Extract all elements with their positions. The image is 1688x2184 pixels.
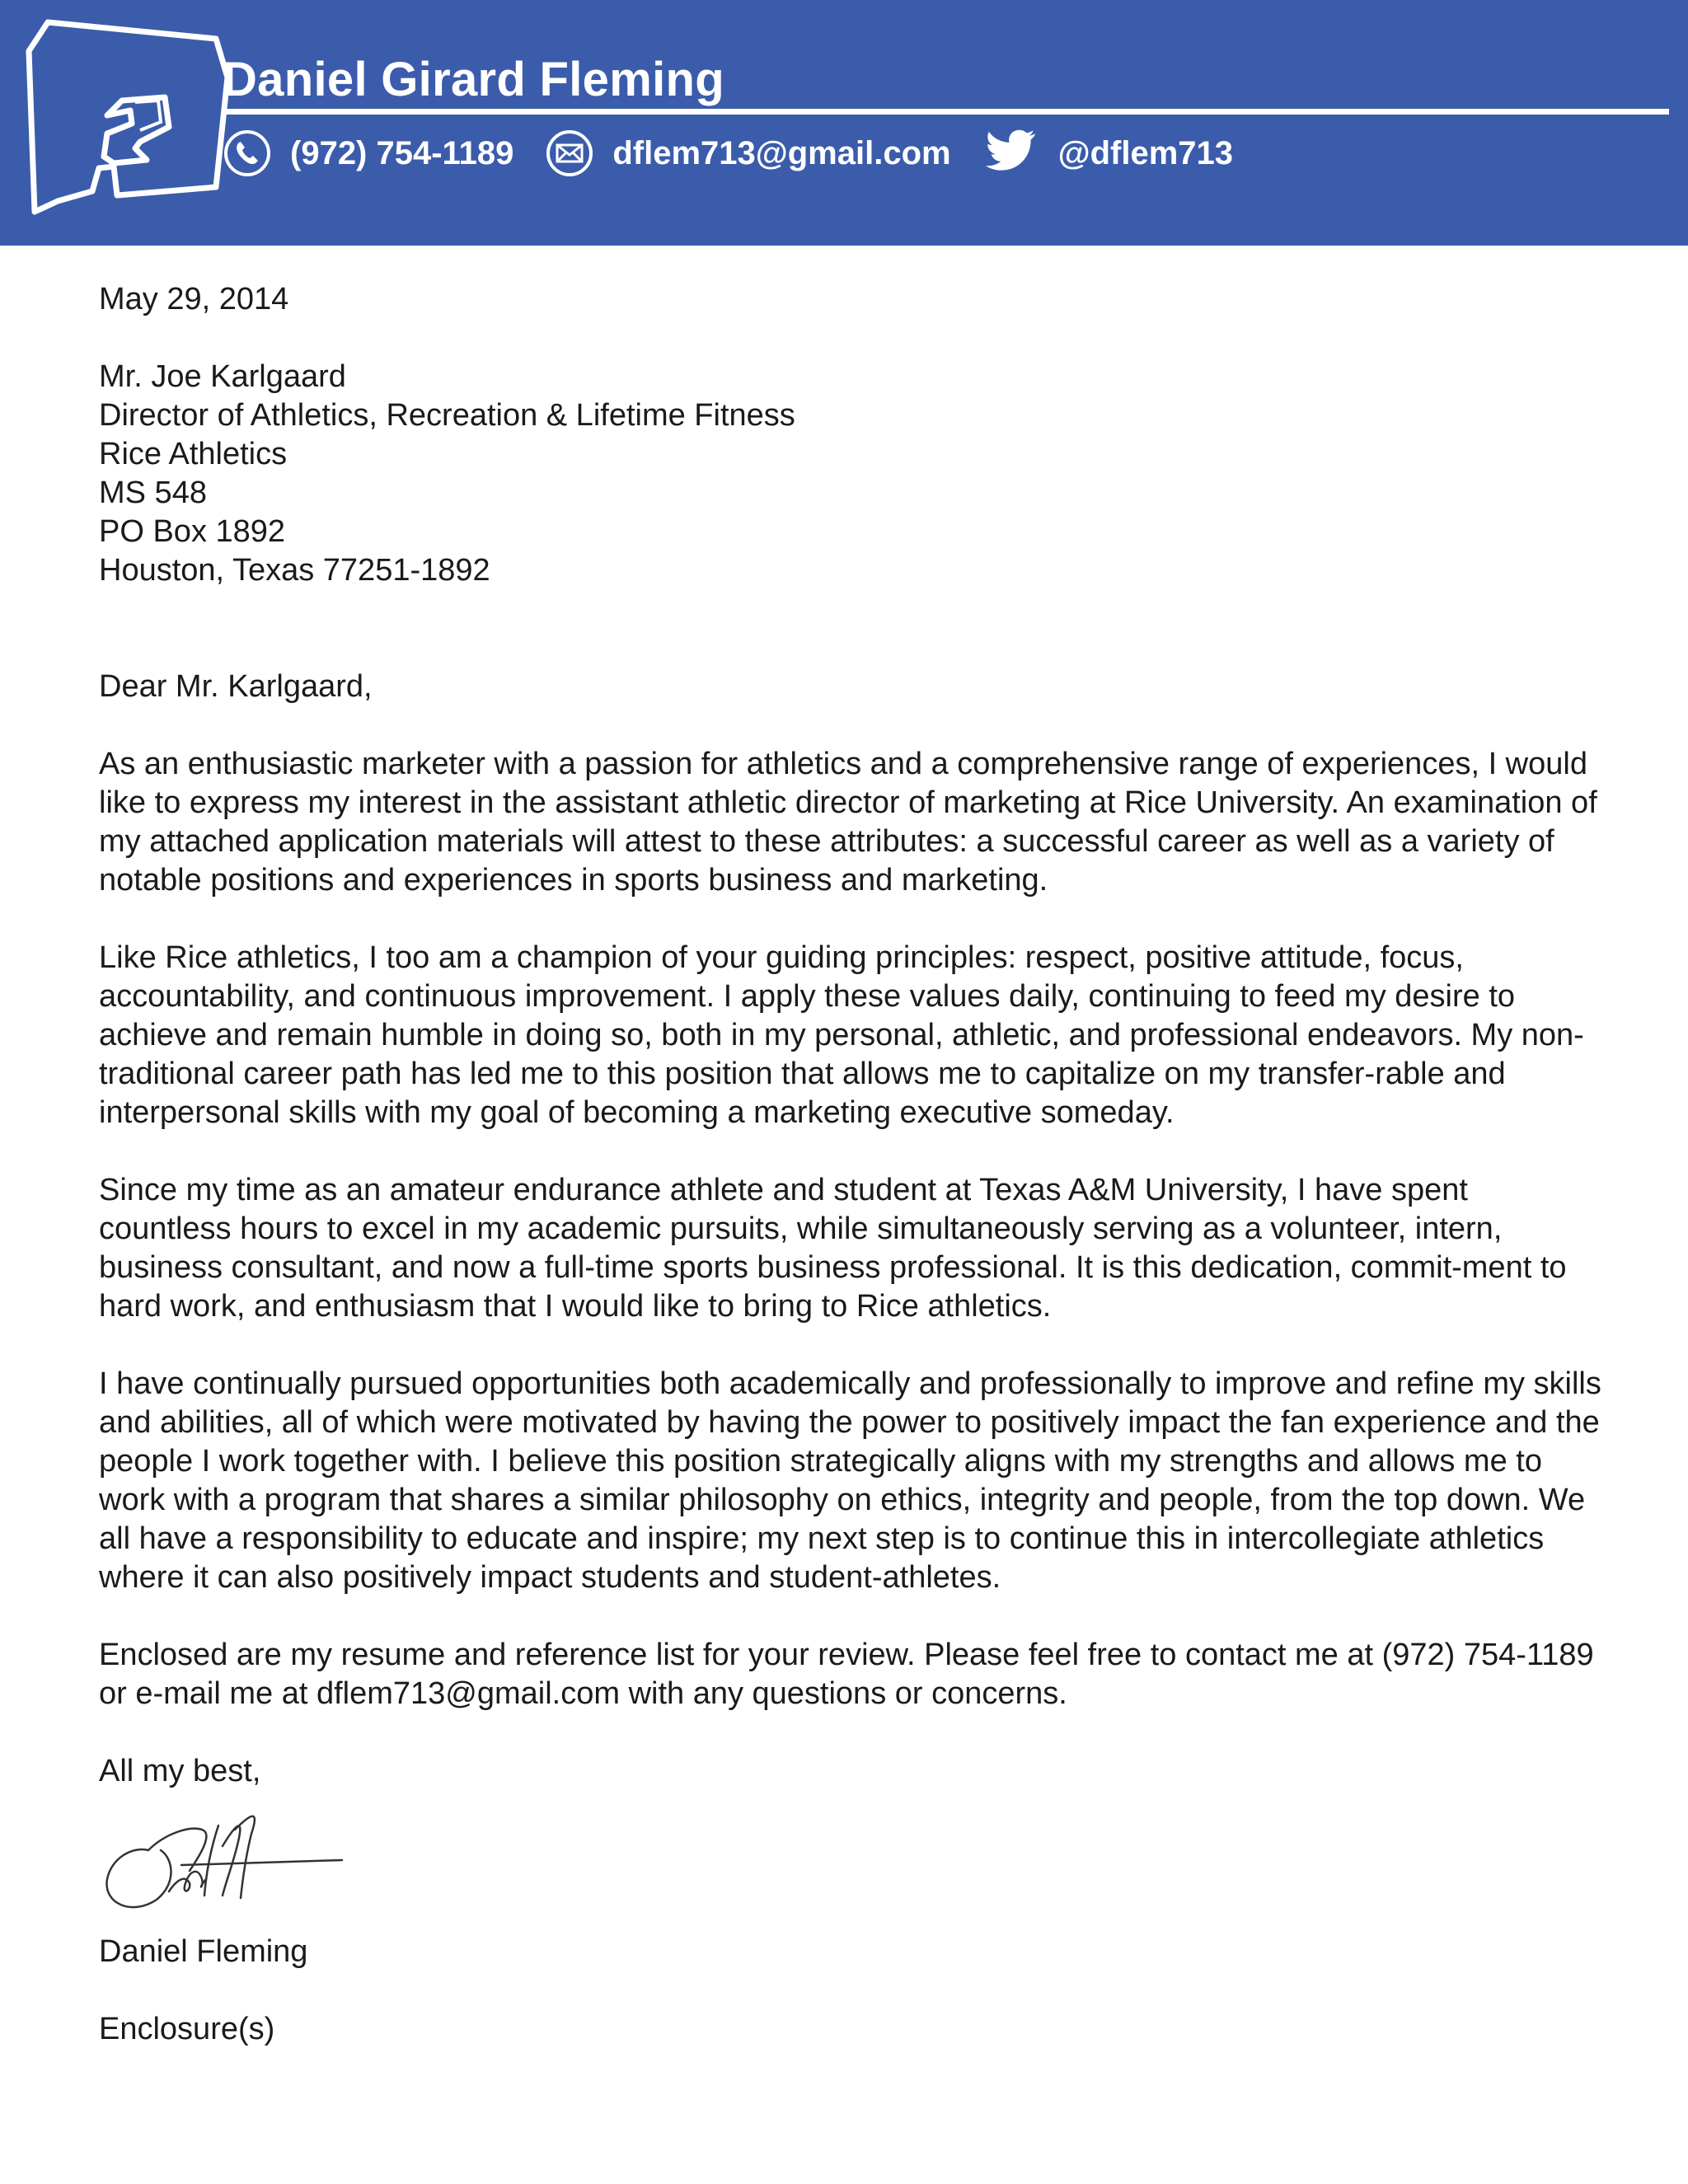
closing: All my best,: [99, 1754, 261, 1788]
body-paragraph: Like Rice athletics, I too am a champion of your guiding principles: respect, positive attitude, focus, accountability, and continuous improvement. I apply these values daily, continuing to feed my desire to achieve and remain humble in doing so, both in my personal, athletic, and professional endeavors. My non-traditional career path has led me to this position that allows me to capitalize on my transfer-rable and interpersonal skills with my goal of becoming a marketing executive someday.: [99, 940, 1584, 1130]
recipient-org: Rice Athletics: [99, 437, 288, 471]
recipient-title: Director of Athletics, Recreation & Lifetime Fitness: [99, 398, 795, 433]
phone-number: (972) 754-1189: [290, 135, 514, 171]
recipient-city: Houston, Texas 77251-1892: [99, 553, 490, 588]
letterhead-band: [0, 0, 1688, 246]
letter-date: May 29, 2014: [99, 282, 289, 316]
body-paragraph: Enclosed are my resume and reference list for your review. Please feel free to contact me at (972) 754-1189 or e-mail me at dflem713@gmail.com with any questions or concerns.: [99, 1638, 1594, 1711]
body-paragraph: As an enthusiastic marketer with a passion for athletics and a comprehensive range of experiences, I would like to express my interest in the assistant athletic director of marketing at Rice University. An examination of my attached application materials will attest to these attributes: a successful career as well as a variety of notable positions and experiences in sports business and marketing.: [99, 747, 1597, 898]
recipient-address: [99, 358, 1607, 590]
body-paragraph: I have continually pursued opportunities both academically and professionally to improve and refine my skills and abilities, all of which were motivated by having the power to positively impact the fan experience and the people I work together with. I believe this position strategically aligns with my strengths and allows me to work with a program that shares a similar philosophy on ethics, integrity and people, from the top down. We all have a responsibility to educate and inspire; my next step is to continue this in intercollegiate athletics where it can also positively impact students and student-athletes.: [99, 1366, 1601, 1595]
recipient-mailstop: MS 548: [99, 476, 207, 510]
envelope-icon: [545, 129, 594, 178]
twitter-contact[interactable]: [982, 129, 1233, 178]
monogram-logo-icon: [25, 18, 231, 220]
enclosure-note: Enclosure(s): [99, 2012, 275, 2046]
body-paragraph: Since my time as an amateur endurance athlete and student at Texas A&M University, I have spent countless hours to excel in my academic pursuits, while simultaneously serving as a volunteer, intern, business consultant, and now a full-time sports business professional. It is this dedication, commit-ment to hard work, and enthusiasm that I would like to bring to Rice athletics.: [99, 1173, 1567, 1324]
letter-body: [99, 280, 1607, 2049]
phone-contact[interactable]: [223, 129, 513, 178]
recipient-name: Mr. Joe Karlgaard: [99, 359, 346, 394]
twitter-handle: @dflem713: [1057, 135, 1234, 171]
twitter-bird-icon: [982, 129, 1040, 178]
recipient-pobox: PO Box 1892: [99, 514, 286, 549]
header-rule: [223, 109, 1669, 115]
handwritten-signature: [99, 1801, 346, 1924]
applicant-name: Daniel Girard Fleming: [223, 53, 724, 106]
salutation: Dear Mr. Karlgaard,: [99, 669, 373, 704]
signer-name: Daniel Fleming: [99, 1934, 308, 1969]
phone-icon: [223, 129, 272, 178]
contact-bar: [223, 128, 1264, 179]
email-contact[interactable]: [545, 129, 950, 178]
email-address: dflem713@gmail.com: [612, 135, 951, 171]
